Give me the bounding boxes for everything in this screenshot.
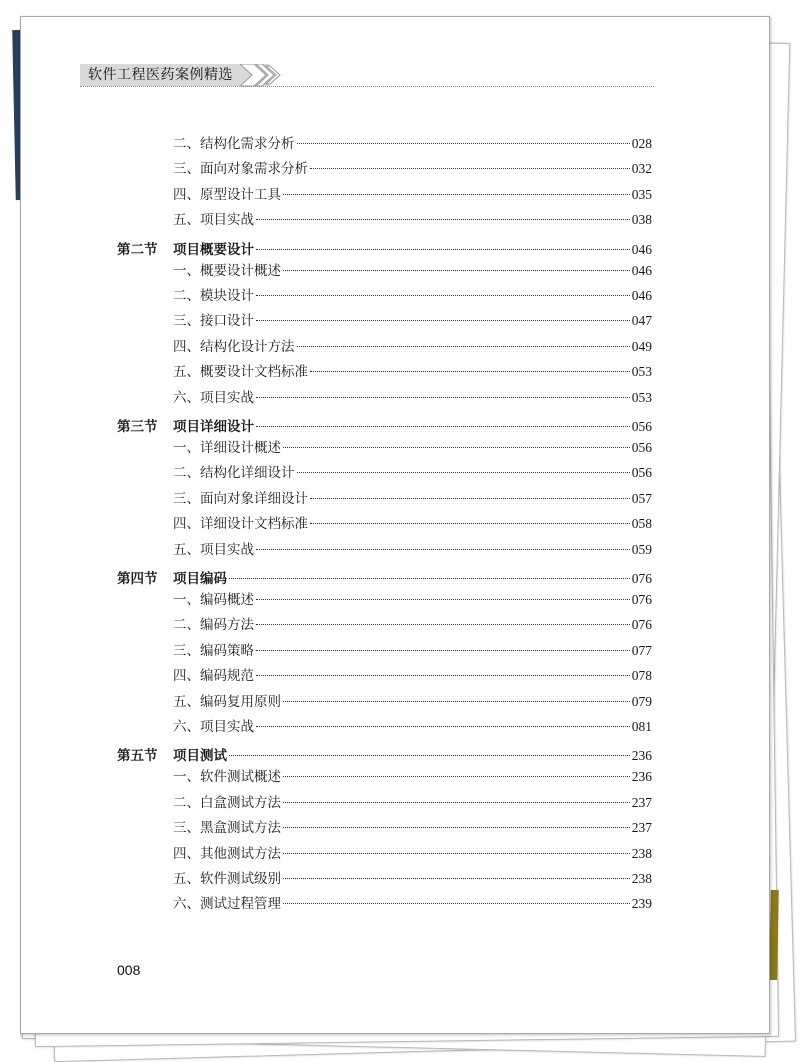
toc-entry-title: 三、编码策略 [173,642,254,659]
dot-leader [256,219,630,220]
toc-entry-title: 五、编码复用原则 [173,693,281,710]
dot-leader [297,346,630,347]
toc-entry-title: 五、概要设计文档标准 [173,364,308,381]
toc-entry[interactable] [173,895,652,913]
toc-entry[interactable] [173,464,652,482]
toc-entry-page: 056 [631,419,652,434]
toc-section-entry[interactable] [117,747,652,765]
toc-entry-title: 二、编码方法 [173,617,254,634]
toc-entry-page: 059 [631,541,652,557]
toc-entry-title: 六、测试过程管理 [173,896,281,913]
toc-entry-title: 五、项目实战 [173,212,254,229]
toc-entry[interactable] [173,439,652,457]
toc-entry-title: 六、项目实战 [173,719,254,735]
toc-entry[interactable] [173,845,652,863]
toc-entry-page: 057 [631,490,652,506]
toc-entry-page: 058 [631,516,652,532]
toc-entry-page: 038 [631,212,652,228]
toc-entry-page: 049 [631,338,652,354]
toc-entry[interactable] [173,363,652,381]
toc-entry-page: 076 [631,617,652,633]
toc-entry[interactable] [173,541,652,559]
toc-entry-title: 一、软件测试概述 [173,769,281,786]
toc-entry-title: 三、面向对象详细设计 [173,490,308,507]
toc-entry-page: 081 [631,719,652,734]
toc-entry[interactable] [173,794,652,812]
dot-leader [256,726,630,727]
dot-leader [283,827,630,828]
toc-entry-title: 五、软件测试级别 [173,871,281,887]
toc-entry-title: 二、白盒测试方法 [173,794,281,811]
dot-leader [283,270,630,271]
dot-leader [283,447,630,448]
toc-entry-page: 028 [631,136,652,151]
toc-entry[interactable] [173,135,652,153]
toc-entry-page: 046 [631,262,652,278]
toc-entry[interactable] [173,870,652,888]
toc-entry[interactable] [173,186,652,204]
toc-entry[interactable] [173,667,652,685]
toc-entry-page: 077 [631,642,652,658]
dot-leader [229,755,630,756]
toc-entry[interactable] [173,287,652,305]
toc-entry-title: 项目概要设计 [173,241,254,258]
toc-section-label: 第五节 [117,748,158,765]
toc-entry-title: 五、项目实战 [173,541,254,558]
toc-entry-page: 237 [631,794,652,810]
dot-leader [256,675,630,676]
toc-entry[interactable] [173,693,652,711]
toc-entry-title: 四、编码规范 [173,668,254,685]
dot-leader [297,143,630,144]
toc-entry[interactable] [173,819,652,837]
toc-section-label: 第三节 [117,419,158,435]
toc-entry-title: 三、黑盒测试方法 [173,820,281,837]
toc-entry-title: 二、结构化需求分析 [173,136,295,152]
toc-entry-page: 239 [631,896,652,912]
dot-leader [256,397,630,398]
toc-entry[interactable] [173,591,652,609]
toc-entry-title: 一、概要设计概述 [173,262,281,279]
toc-entry[interactable] [173,616,652,634]
toc-entry-page: 076 [631,592,652,607]
dot-leader [310,371,630,372]
toc-entry[interactable] [173,338,652,356]
dot-leader [256,426,630,427]
toc-entry-page: 047 [631,313,652,329]
toc-entry-title: 四、原型设计工具 [173,186,281,203]
page-number: 008 [117,962,141,978]
dot-leader [229,578,630,579]
toc-entry-page: 056 [631,465,652,481]
toc-entry-page: 238 [631,845,652,861]
toc-entry-title: 二、结构化详细设计 [173,465,295,482]
dot-leader [256,599,630,600]
toc-entry-page: 236 [631,748,652,764]
toc-entry[interactable] [173,262,652,280]
toc-entry-page: 238 [631,871,652,886]
dot-leader [256,549,630,550]
toc-entry[interactable] [173,211,652,229]
dot-leader [283,853,630,854]
toc-entry-title: 四、详细设计文档标准 [173,516,308,533]
toc-entry-page: 035 [631,186,652,202]
toc-entry-page: 236 [631,769,652,785]
toc-entry-title: 二、模块设计 [173,288,254,304]
running-header-title: 软件工程医药案例精选 [88,67,233,83]
toc-entry[interactable] [173,515,652,533]
toc-entry[interactable] [173,642,652,660]
toc-entry-title: 三、面向对象需求分析 [173,161,308,178]
toc-entry-page: 079 [631,693,652,709]
dot-leader [283,194,630,195]
toc-entry-title: 三、接口设计 [173,313,254,330]
toc-entry-page: 076 [631,571,652,586]
toc-entry-title: 一、编码概述 [173,592,254,608]
dot-leader [283,776,630,777]
dot-leader [256,624,630,625]
toc-entry[interactable] [173,389,652,407]
toc-entry[interactable] [173,160,652,178]
toc-entry-page: 032 [631,161,652,177]
toc-section-label: 第二节 [117,241,158,258]
toc-entry-page: 046 [631,241,652,257]
dot-leader [283,802,630,803]
toc-entry[interactable] [173,718,652,736]
toc-entry[interactable] [173,768,652,786]
toc-entry-page: 078 [631,668,652,684]
dot-leader [256,320,630,321]
toc-entry[interactable] [173,312,652,330]
toc-entry-title: 项目详细设计 [173,419,254,435]
toc-entry-title: 四、其他测试方法 [173,845,281,862]
toc-entry-title: 项目编码 [173,571,227,587]
dot-leader [256,650,630,651]
dot-leader [283,903,630,904]
toc-section-entry[interactable] [117,418,652,436]
toc-entry-title: 四、结构化设计方法 [173,338,295,355]
toc-section-entry[interactable] [117,570,652,588]
toc-section-label: 第四节 [117,571,158,587]
toc-entry-page: 056 [631,440,652,455]
dot-leader [297,472,630,473]
toc-entry-title: 六、项目实战 [173,389,254,406]
dot-leader [283,701,630,702]
toc-entry-page: 046 [631,288,652,303]
toc-entry-title: 一、详细设计概述 [173,440,281,456]
dot-leader [256,249,630,250]
toc-entry-page: 053 [631,389,652,405]
dot-leader [283,878,630,879]
dot-leader [256,295,630,296]
toc-entry[interactable] [173,490,652,508]
dot-leader [310,523,630,524]
dot-leader [310,168,630,169]
toc-section-entry[interactable] [117,241,652,259]
toc-entry-title: 项目测试 [173,748,227,765]
toc-entry-page: 237 [631,820,652,836]
toc-entry-page: 053 [631,364,652,380]
dot-leader [310,498,630,499]
